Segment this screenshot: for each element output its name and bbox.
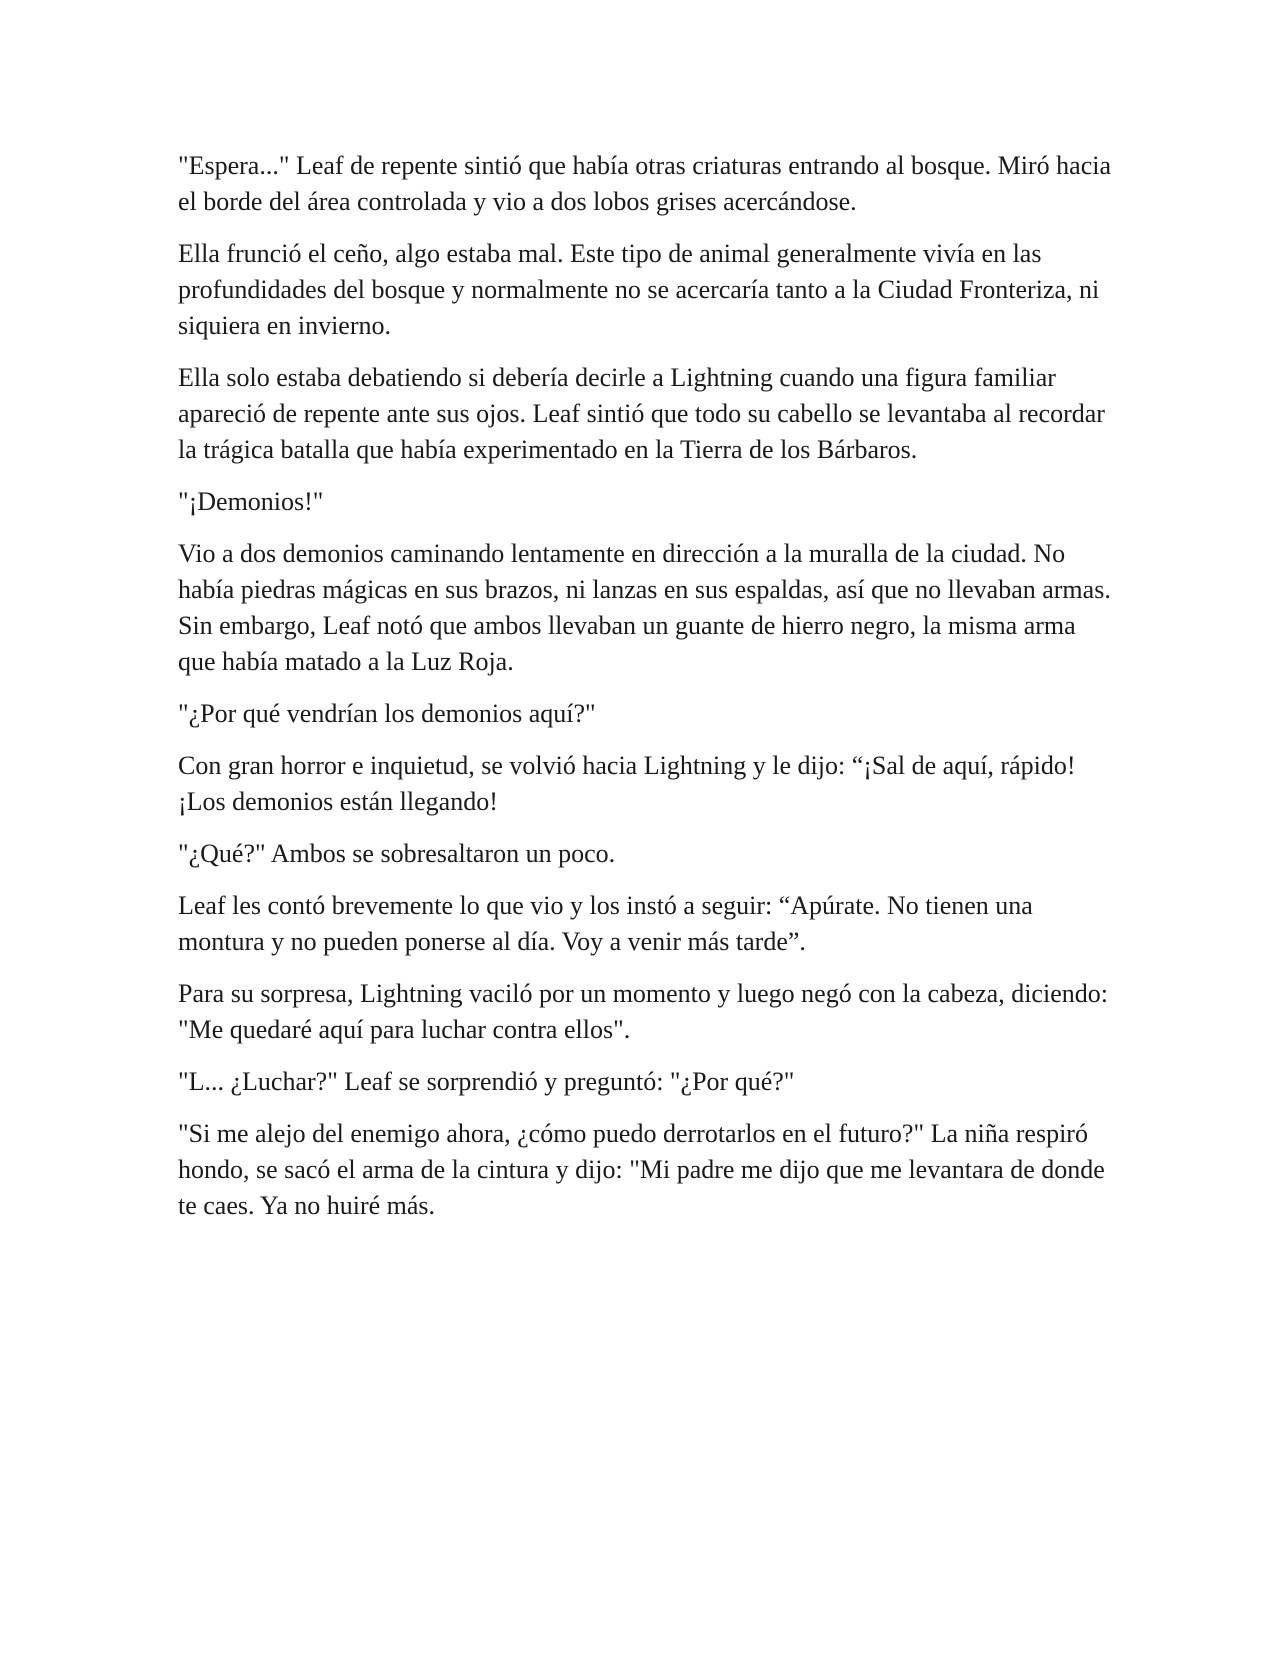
paragraph-8: "¿Qué?" Ambos se sobresaltaron un poco.	[178, 839, 616, 868]
document-body	[178, 148, 1118, 1240]
paragraph-12: "Si me alejo del enemigo ahora, ¿cómo puedo derrotarlos en el futuro?" La niña respiró hondo, se sacó el arma de la cintura y dijo: "Mi padre me dijo que me levantara de donde te caes. Ya no huiré más.	[178, 1119, 1105, 1220]
paragraph-5: Vio a dos demonios caminando lentamente en dirección a la muralla de la ciudad. No había piedras mágicas en sus brazos, ni lanzas en sus espaldas, así que no llevaban armas. Sin embargo, Leaf notó que ambos llevaban un guante de hierro negro, la misma arma que había matado a la Luz Roja.	[178, 539, 1111, 676]
paragraph-6: "¿Por qué vendrían los demonios aquí?"	[178, 699, 596, 728]
paragraph-3: Ella solo estaba debatiendo si debería decirle a Lightning cuando una figura familiar apareció de repente ante sus ojos. Leaf sintió que todo su cabello se levantaba al recordar la trágica batalla que había experimentado en la Tierra de los Bárbaros.	[178, 363, 1105, 464]
paragraph-11: "L... ¿Luchar?" Leaf se sorprendió y preguntó: "¿Por qué?"	[178, 1067, 795, 1096]
paragraph-1: "Espera..." Leaf de repente sintió que había otras criaturas entrando al bosque. Miró hacia el borde del área controlada y vio a dos lobos grises acercándose.	[178, 151, 1112, 216]
paragraph-7: Con gran horror e inquietud, se volvió hacia Lightning y le dijo: “¡Sal de aquí, rápido! ¡Los demonios están llegando!	[178, 751, 1076, 816]
paragraph-10: Para su sorpresa, Lightning vaciló por un momento y luego negó con la cabeza, diciendo: "Me quedaré aquí para luchar contra ellos".	[178, 979, 1108, 1044]
paragraph-9: Leaf les contó brevemente lo que vio y los instó a seguir: “Apúrate. No tienen una montura y no pueden ponerse al día. Voy a venir más tarde”.	[178, 891, 1033, 956]
paragraph-2: Ella frunció el ceño, algo estaba mal. Este tipo de animal generalmente vivía en las profundidades del bosque y normalmente no se acercaría tanto a la Ciudad Fronteriza, ni siquiera en invierno.	[178, 239, 1100, 340]
paragraph-4: "¡Demonios!"	[178, 487, 324, 516]
